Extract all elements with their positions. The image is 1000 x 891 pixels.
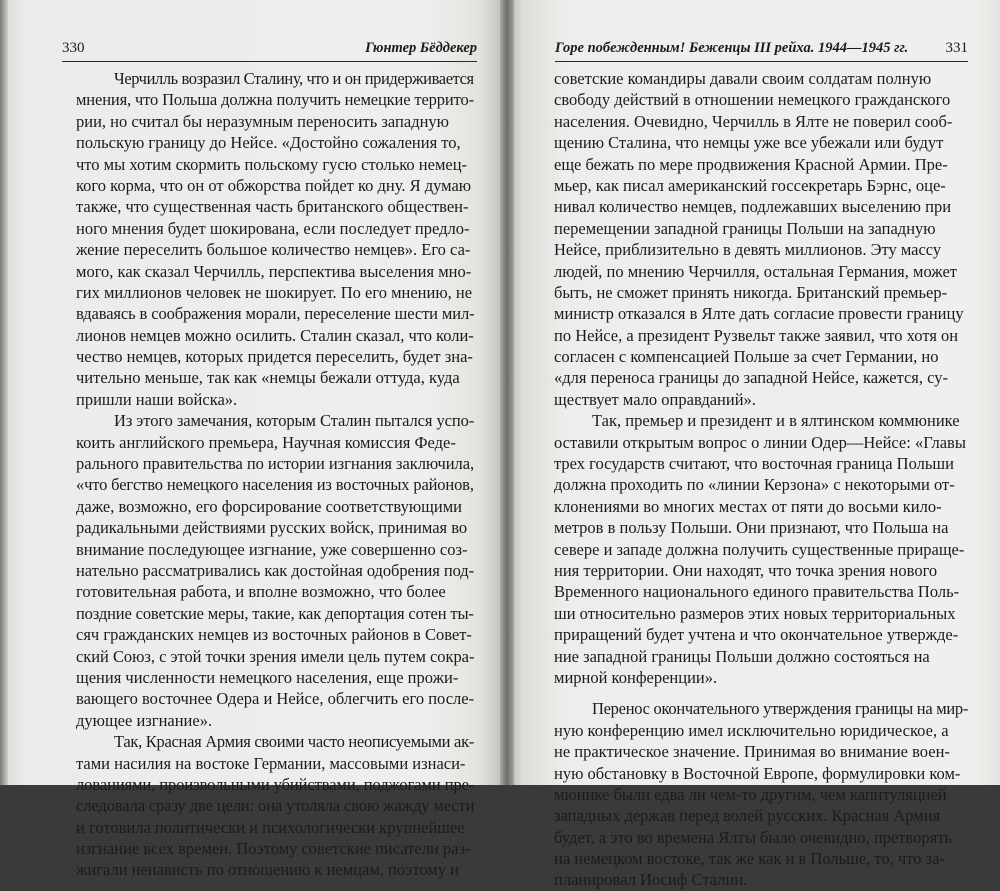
text-line: по Нейсе, а президент Рузвельт также заявил, что хотя он	[554, 325, 959, 345]
text-line: даже, возможно, его форсирование соответствующими	[76, 496, 462, 516]
text-line: ного мнения будет шокирована, если последует предло-	[76, 218, 470, 238]
header-rule	[555, 61, 968, 62]
text-line: мого, как сказал Черчилль, перспектива выселения мно-	[76, 261, 472, 281]
text-line: Так, премьер и президент и в ялтинском коммюнике	[592, 411, 960, 431]
text-line: радикальными действиями русских войск, принимая во	[76, 518, 468, 538]
text-line: севере и западе должна получить существенные прираще-	[554, 539, 965, 559]
page-edge-shadow	[0, 0, 8, 785]
running-head: Горе побежденным! Беженцы III рейха. 1944—1945 гг.	[555, 40, 909, 56]
text-line: перемещении западной границы Польши на западную	[554, 218, 936, 238]
text-line: нивал количество немцев, подлежавших выселению при	[554, 197, 952, 217]
text-line: на немецком востоке, так же как и в Польше, то, что за-	[554, 849, 945, 869]
text-line: коить английского премьера, Научная комиссия Феде-	[76, 432, 456, 452]
text-line: министр отказался в Ялте дать согласие провести границу	[554, 304, 964, 324]
text-line: чество немцев, которых придется переселить, будет зна-	[76, 347, 473, 367]
text-line: изгнание всех времен. Поэтому советские писатели раз-	[76, 839, 471, 859]
text-line: ние западной границы Польши должно состояться на	[554, 646, 930, 666]
text-line: также, что существенная часть британского обществен-	[76, 197, 469, 217]
text-line: Из этого замечания, которым Сталин пытался успо-	[114, 411, 475, 431]
text-line: ния территории. Они находят, что точка зрения нового	[554, 560, 938, 580]
text-line: мьер, как писал американский госсекретарь Бэрнс, оце-	[554, 175, 946, 195]
text-line: должна проходить по «линии Керзона» с некоторыми от-	[554, 475, 955, 495]
running-head: Гюнтер Бёддекер	[365, 40, 477, 56]
text-line: и готовила политически и психологически крупнейшее	[76, 817, 465, 837]
text-line: «для переноса границы до западной Нейсе, кажется, су-	[554, 368, 948, 388]
text-line: советские командиры давали своим солдатам полную	[554, 69, 932, 88]
text-line: нательно рассматривались как достойная одобрения под-	[76, 560, 475, 580]
right-page-header	[555, 38, 968, 58]
text-line: приращений будет учтена и что окончательное утвержде-	[554, 625, 959, 645]
text-line: ши относительно размеров этих новых территориальных	[554, 603, 956, 623]
text-line: Нейсе, приблизительно в девять миллионов. Эту массу	[554, 240, 942, 260]
text-line: рии, но считал бы неразумным переносить западную	[76, 111, 449, 131]
text-line: не практическое значение. Принимая во внимание воен-	[554, 742, 950, 762]
text-line: Черчилль возразил Сталину, что и он придерживается	[114, 69, 474, 88]
text-line: западных держав перед волей русских. Красная Армия	[554, 806, 941, 826]
text-line: пришли наши войска».	[76, 389, 238, 409]
text-line: быть, не сможет принять никогда. Британский премьер-	[554, 282, 948, 302]
text-line: мнения, что Польша должна получить немецкие террито-	[76, 90, 474, 110]
paragraph-gap	[554, 688, 968, 698]
left-page	[0, 0, 505, 880]
header-rule	[62, 61, 477, 62]
text-line: поздние советские меры, такие, как депортация сотен ты-	[76, 603, 474, 623]
text-line: сяч гражданских немцев из восточных районов в Совет-	[76, 625, 472, 645]
text-line: ществует мало оправданий».	[554, 389, 756, 409]
book-gutter	[500, 0, 514, 785]
text-line: щению Сталина, что немцы уже все убежали или будут	[554, 133, 944, 153]
left-page-header	[62, 38, 477, 58]
text-line: чительно меньше, так как «немцы бежали оттуда, куда	[76, 368, 460, 388]
text-line: ную конференцию имел исключительно юридическое, а	[554, 720, 949, 740]
page-number: 330	[62, 40, 85, 56]
text-line: Так, Красная Армия своими часто неописуемыми ак-	[114, 732, 475, 752]
text-line: еще бежать по мере продвижения Красной Армии. Пре-	[554, 154, 948, 174]
text-line: польскую границу до Нейсе. «Достойно сожаления то,	[76, 133, 461, 153]
text-line: жигали ненависть по отношению к немцам, поэтому и	[76, 860, 459, 880]
text-line: планировал Иосиф Сталин.	[554, 870, 748, 890]
text-line: внимание последующее изгнание, уже совершенно соз-	[76, 539, 468, 559]
text-line: готовительная работа, и вполне возможно, что более	[76, 582, 446, 602]
text-line: Перенос окончательного утверждения границы на мир-	[592, 699, 969, 719]
right-page	[505, 0, 1000, 890]
text-line: рального правительства по истории изгнания заключила,	[76, 454, 475, 474]
text-line: ский Союз, с этой точки зрения имели цель путем сокра-	[76, 646, 475, 666]
text-line: лованиями, произвольными убийствами, поджогами пре-	[76, 774, 475, 794]
text-line: вающего восточнее Одера и Нейсе, облегчить его после-	[76, 689, 475, 709]
text-line: жение переселить большое количество немцев». Его са-	[76, 240, 471, 260]
right-page-body	[554, 68, 968, 891]
text-line: тами насилия на востоке Германии, массовыми изнаси-	[76, 753, 466, 773]
text-line: будет, а это во времена Ялты было очевидно, претворять	[554, 827, 952, 847]
text-line: мюнике были едва ли чем-то другим, чем капитуляцией	[554, 784, 947, 804]
text-line: гих миллионов человек не шокирует. По его мнению, не	[76, 282, 473, 302]
text-line: дующее изгнание».	[76, 710, 213, 730]
text-line: трех государств считают, что восточная граница Польши	[554, 454, 954, 474]
text-line: свободу действий в отношении немецкого гражданского	[554, 90, 951, 110]
text-line: мирной конференции».	[554, 667, 718, 687]
text-line: населения. Очевидно, Черчилль в Ялте не поверил сооб-	[554, 111, 953, 131]
text-line: ную обстановку в Восточной Европе, формулировки ком-	[554, 763, 961, 783]
text-line: вдаваясь в соображения морали, переселение шести мил-	[76, 304, 475, 324]
text-line: что мы хотим скормить польскому гусю столько немец-	[76, 154, 468, 174]
text-line: клонениями во многих местах от пяти до восьми кило-	[554, 496, 942, 516]
page-number: 331	[945, 40, 968, 56]
text-line: Временного национального единого правительства Поль-	[554, 582, 960, 602]
text-line: согласен с компенсацией Польше за счет Германии, но	[554, 347, 939, 367]
text-line: оставили открытым вопрос о линии Одер—Нейсе: «Главы	[554, 432, 966, 452]
text-line: щения численности немецкого населения, еще прожи-	[76, 667, 459, 687]
text-line: лионов немцев можно осилить. Сталин сказал, что коли-	[76, 325, 474, 345]
text-line: людей, по мнению Черчилля, остальная Германия, может	[554, 261, 958, 281]
text-line: «что бегство немецкого населения из восточных районов,	[76, 475, 474, 495]
text-line: кого корма, что он от обжорства пойдет ко дну. Я думаю	[76, 175, 472, 195]
left-page-body	[76, 68, 474, 881]
text-line: метров в пользу Польши. Они признают, что Польша на	[554, 518, 949, 538]
text-line: следовала сразу две цели: она утоляла свою жажду мести	[76, 796, 475, 816]
